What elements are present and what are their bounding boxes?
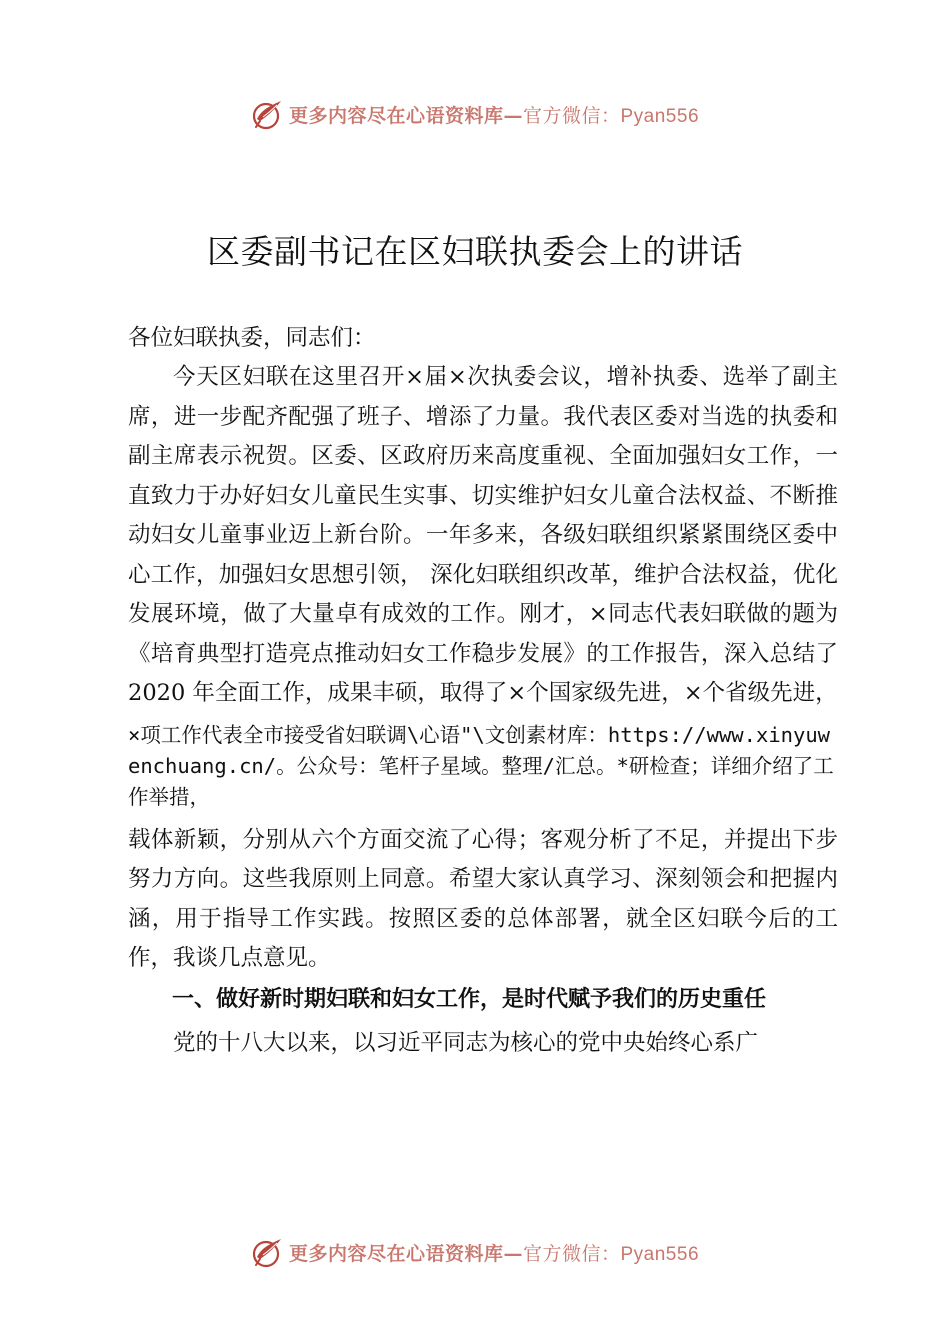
wechat-account: Pyan556: [620, 105, 700, 127]
paragraph-1-continued: 载体新颖，分别从六个方面交流了心得；客观分析了不足，并提出下步努力方向。这些我原则上同意。希望大家认真学习、深刻领会和把握内涵，用于指导工作实践。按照区委的总体部署，就全区妇联今后的工作，我谈几点意见。: [128, 826, 838, 971]
document-body: [128, 318, 838, 1065]
banner-text: [289, 1239, 699, 1266]
header-banner: [0, 94, 950, 134]
paragraph-1: 今天区妇联在这里召开×届×次执委会议，增补执委、选举了副主席，进一步配齐配强了班子、增添了力量。我代表区委对当选的执委和副主席表示祝贺。区委、区政府历来高度重视、全面加强妇女工作，一直致力于办好妇女儿童民生实事、切实维护妇女儿童合法权益、不断推动妇女儿童事业迈上新台阶。一年多来，各级妇联组织紧紧围绕区委中心工作，加强妇女思想引领， 深化妇联组织改革，维护合法权益，优化发展环境，做了大量卓有成效的工作。刚才，×同志代表妇联做的题为《培育典型打造亮点推动妇女工作稳步发展》的工作报告，深入总结了 2020 年全面工作，成果丰硕，取得了×个国家级先进，×个省级先进，: [128, 364, 838, 706]
paragraph-2: 党的十八大以来，以习近平同志为核心的党中央始终心系广: [173, 1029, 759, 1056]
document-title: 区委副书记在区妇联执委会上的讲话: [207, 232, 743, 271]
section-1-heading: 一、做好新时期妇联和妇女工作，是时代赋予我们的历史重任: [172, 986, 767, 1012]
banner-text: [289, 101, 699, 128]
brand-text: 更多内容尽在心语资料库: [288, 104, 504, 127]
banner-separator: —: [503, 1242, 523, 1265]
banner-separator: —: [503, 104, 523, 127]
salutation: 各位妇联执委，同志们：: [128, 325, 376, 351]
quill-pen-logo-icon: [251, 1235, 285, 1269]
brand-text: 更多内容尽在心语资料库: [288, 1242, 504, 1265]
quill-pen-logo-icon: [251, 97, 285, 131]
wechat-label: 官方微信：: [522, 1242, 621, 1265]
wechat-account: Pyan556: [620, 1243, 700, 1265]
footer-banner: [0, 1232, 950, 1272]
wechat-label: 官方微信：: [522, 104, 621, 127]
inserted-note: ×项工作代表全市接受省妇联调\心语"\文创素材库：https://www.xinyuwenchuang.cn/。公众号：笔杆子星域。整理/汇总。*研检查；详细介绍了工作举措，: [128, 722, 834, 809]
